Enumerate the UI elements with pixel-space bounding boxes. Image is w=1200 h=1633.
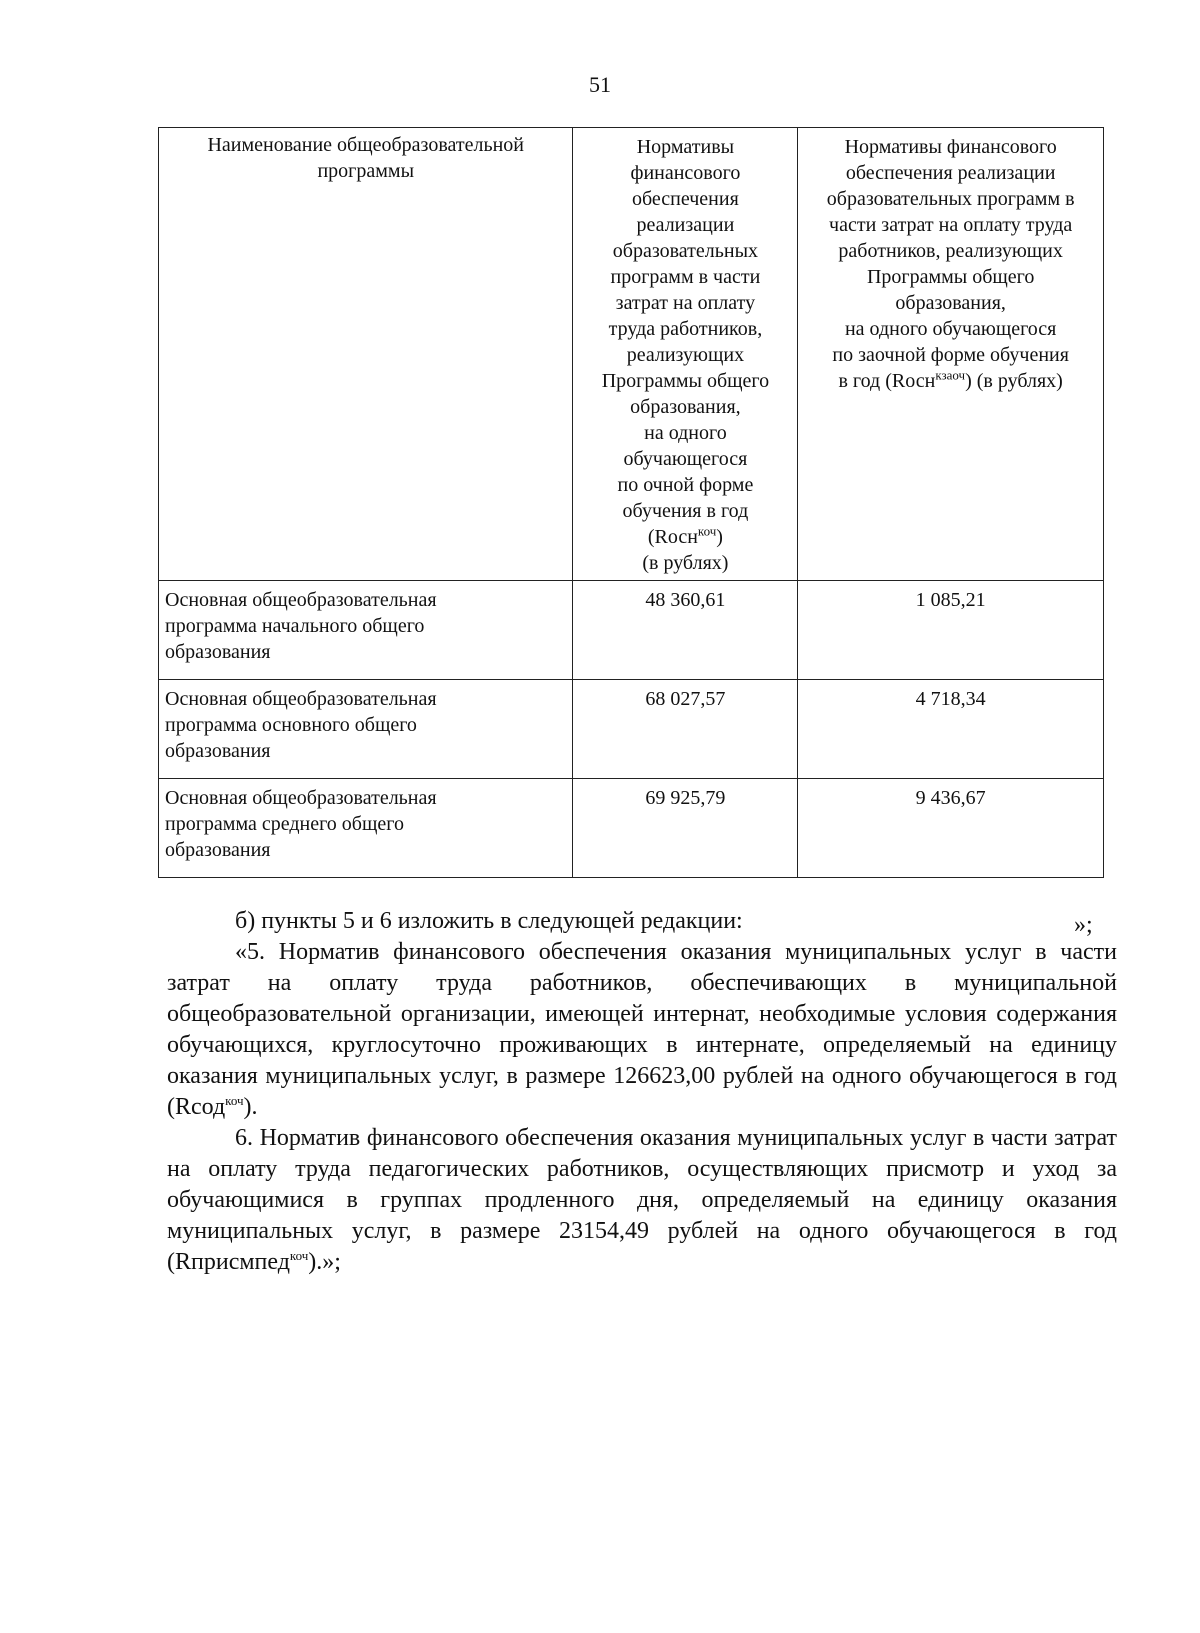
- header-full-time-text: Нормативы финансового обеспечения реализации образовательных программ в части затрат на оплату труда работников, реализующих Программы общего образования, на одного обучающегося по очной форме обучения в год (Rосн: [601, 136, 770, 548]
- program-name-cell: Основная общеобразовательная программа основного общего образования: [159, 680, 573, 779]
- header-program-name-text: Наименование общеобразовательной программы: [207, 134, 525, 182]
- full-time-value-cell: 68 027,57: [573, 680, 798, 779]
- table-header-row: [159, 128, 1104, 581]
- table-row: [159, 680, 1104, 779]
- header-full-time-norm: [573, 128, 798, 581]
- table-row: [159, 581, 1104, 680]
- full-time-value-cell: 69 925,79: [573, 779, 798, 878]
- header-full-time-sup: коч: [697, 523, 717, 539]
- part-time-value-cell: 4 718,34: [798, 680, 1104, 779]
- page-number: 51: [589, 72, 611, 97]
- part-time-value-cell: 9 436,67: [798, 779, 1104, 878]
- header-program-name: [159, 128, 573, 581]
- program-name-cell: Основная общеобразовательная программа начального общего образования: [159, 581, 573, 680]
- header-full-time-tail: ) (в рублях): [642, 526, 729, 574]
- header-part-time-text: Нормативы финансового обеспечения реализации образовательных программ в части затрат на оплату труда работников, реализующих Программы общего образования, на одного обучающегося по заочной форме обучения в год (Rосн: [826, 136, 1075, 392]
- norms-table: [158, 127, 1104, 878]
- paragraph-5-text: «5. Норматив финансового обеспечения оказания муниципальных услуг в части затрат на оплату труда работников, обеспечивающих в муниципальной общеобразовательной организации, имеющей интернат, необходимые условия содержания обучающихся, круглосуточно проживающих в интернате, определяемый на единицу оказания муниципальных услуг, в размере 126623,00 рублей на одного обучающегося в год (Rсод: [167, 939, 1117, 1120]
- header-part-time-sup: кзаоч: [935, 367, 966, 383]
- part-time-value-cell: 1 085,21: [798, 581, 1104, 680]
- paragraph-6: [167, 1123, 1117, 1278]
- paragraph-6-tail: ).»;: [308, 1249, 341, 1275]
- paragraph-6-text: 6. Норматив финансового обеспечения оказания муниципальных услуг в части затрат на оплату труда педагогических работников, осуществляющих присмотр и уход за обучающимися в группах продленного дня, определяемый на единицу оказания муниципальных услуг, в размере 23154,49 рублей на одного обучающегося в год (Rприсмпед: [167, 1125, 1117, 1275]
- closing-quote: »;: [1074, 912, 1093, 938]
- paragraph-5-sup: коч: [225, 1093, 244, 1108]
- paragraph-5-tail: ).: [243, 1094, 258, 1120]
- paragraph-5: [167, 937, 1117, 1123]
- header-part-time-tail: ) (в рублях): [965, 370, 1063, 392]
- paragraph-b: б) пункты 5 и 6 изложить в следующей редакции:: [235, 908, 743, 934]
- amendment-text: [167, 906, 1117, 1278]
- header-part-time-norm: [798, 128, 1104, 581]
- program-name-cell: Основная общеобразовательная программа среднего общего образования: [159, 779, 573, 878]
- table-row: [159, 779, 1104, 878]
- paragraph-6-sup: коч: [289, 1248, 309, 1263]
- full-time-value-cell: 48 360,61: [573, 581, 798, 680]
